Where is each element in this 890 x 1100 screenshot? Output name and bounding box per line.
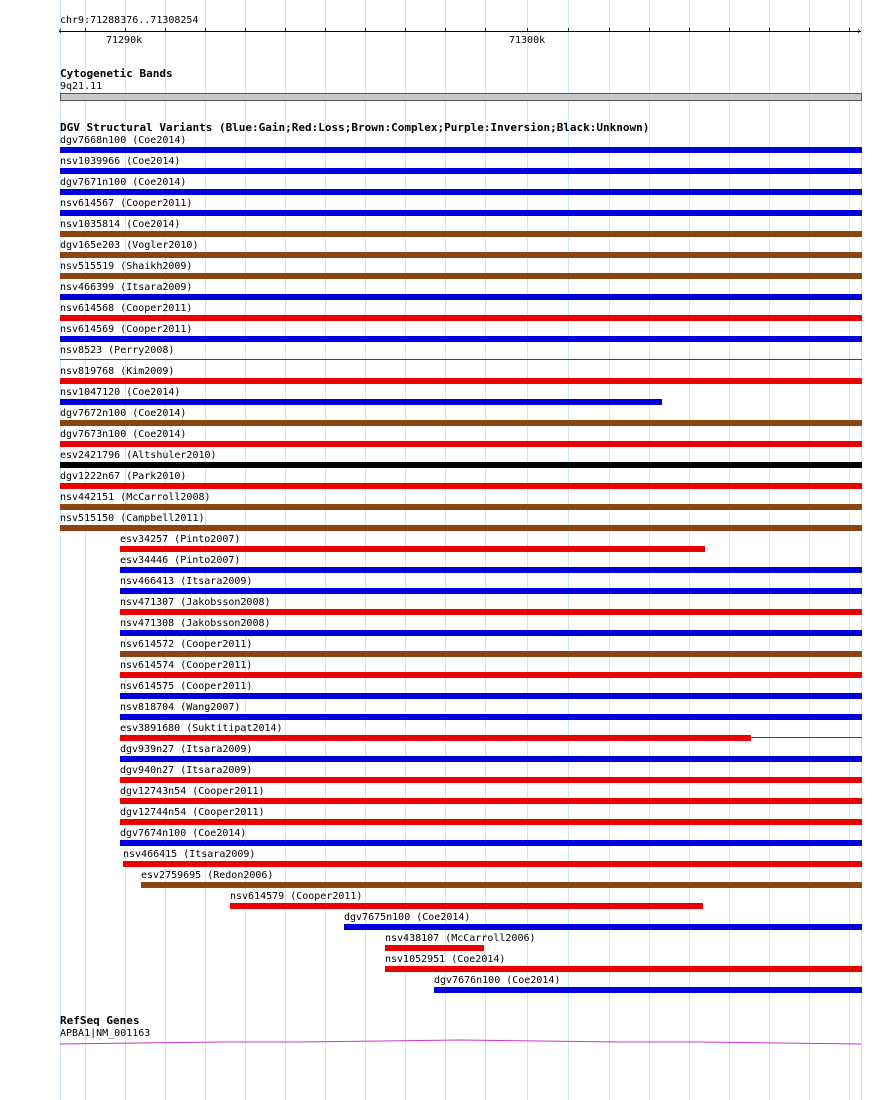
ruler-tick xyxy=(405,28,406,32)
ruler-tick-label: 71290k xyxy=(106,35,143,46)
variant-label[interactable]: nsv819768 (Kim2009) xyxy=(60,366,175,377)
variant-bar[interactable] xyxy=(60,273,862,279)
variant-label[interactable]: dgv7673n100 (Coe2014) xyxy=(60,429,187,440)
ruler-tick xyxy=(325,28,326,32)
variant-label[interactable]: dgv12743n54 (Cooper2011) xyxy=(120,786,265,797)
variant-label[interactable]: dgv7676n100 (Coe2014) xyxy=(434,975,561,986)
variant-bar[interactable] xyxy=(60,168,862,174)
variant-bar[interactable] xyxy=(60,399,662,405)
variant-bar[interactable] xyxy=(230,903,703,909)
ruler-tick xyxy=(285,28,286,32)
grid-line xyxy=(849,0,850,1100)
variant-label[interactable]: dgv7668n100 (Coe2014) xyxy=(60,135,187,146)
variant-bar[interactable] xyxy=(123,861,862,867)
grid-line xyxy=(769,0,770,1100)
variant-label[interactable]: nsv614574 (Cooper2011) xyxy=(120,660,253,671)
variant-bar[interactable] xyxy=(60,420,862,426)
variant-bar[interactable] xyxy=(60,462,862,468)
variant-label[interactable]: nsv8523 (Perry2008) xyxy=(60,345,175,356)
grid-line xyxy=(861,0,862,1100)
variant-label[interactable]: esv3891680 (Suktitipat2014) xyxy=(120,723,283,734)
variant-label[interactable]: dgv7674n100 (Coe2014) xyxy=(120,828,247,839)
variant-bar[interactable] xyxy=(385,966,862,972)
ruler-tick xyxy=(849,28,850,32)
variant-bar[interactable] xyxy=(120,735,751,741)
variant-label[interactable]: nsv818704 (Wang2007) xyxy=(120,702,241,713)
ruler-tick xyxy=(729,28,730,32)
ruler-arrow-left-icon: ‹ xyxy=(57,26,64,37)
variant-bar[interactable] xyxy=(60,441,862,447)
ruler-tick xyxy=(245,28,246,32)
variant-label[interactable]: nsv614567 (Cooper2011) xyxy=(60,198,193,209)
variant-label[interactable]: nsv442151 (McCarroll2008) xyxy=(60,492,211,503)
ruler-tick xyxy=(85,28,86,32)
variant-bar[interactable] xyxy=(120,693,862,699)
variant-bar[interactable] xyxy=(60,315,862,321)
variant-label[interactable]: dgv940n27 (Itsara2009) xyxy=(120,765,253,776)
variant-bar[interactable] xyxy=(120,588,862,594)
grid-line xyxy=(809,0,810,1100)
variant-bar[interactable] xyxy=(60,359,862,360)
ruler-tick xyxy=(568,28,569,32)
variant-label[interactable]: nsv438107 (McCarroll2006) xyxy=(385,933,536,944)
variant-bar[interactable] xyxy=(120,798,862,804)
variant-label[interactable]: nsv1052951 (Coe2014) xyxy=(385,954,506,965)
variant-label[interactable]: esv34257 (Pinto2007) xyxy=(120,534,241,545)
variant-label[interactable]: dgv7672n100 (Coe2014) xyxy=(60,408,187,419)
variant-bar[interactable] xyxy=(120,651,862,657)
ruler-tick xyxy=(527,28,528,32)
variant-label[interactable]: nsv515150 (Campbell2011) xyxy=(60,513,205,524)
variant-label[interactable]: dgv12744n54 (Cooper2011) xyxy=(120,807,265,818)
ruler-tick xyxy=(769,28,770,32)
variant-label[interactable]: nsv466413 (Itsara2009) xyxy=(120,576,253,587)
dgv-track-title: DGV Structural Variants (Blue:Gain;Red:Loss;Brown:Complex;Purple:Inversion;Black:Unknown) xyxy=(60,121,650,134)
ruler-tick xyxy=(689,28,690,32)
variant-label[interactable]: nsv614568 (Cooper2011) xyxy=(60,303,193,314)
variant-bar[interactable] xyxy=(60,210,862,216)
variant-label[interactable]: dgv1222n67 (Park2010) xyxy=(60,471,187,482)
refseq-track-title: RefSeq Genes xyxy=(60,1014,140,1027)
variant-label[interactable]: nsv614569 (Cooper2011) xyxy=(60,324,193,335)
refseq-gene-line[interactable] xyxy=(60,1038,862,1048)
variant-label[interactable]: nsv1047120 (Coe2014) xyxy=(60,387,181,398)
variant-bar-tail[interactable] xyxy=(751,737,862,738)
cytoband-track-title: Cytogenetic Bands xyxy=(60,67,173,80)
ruler-tick-label: 71300k xyxy=(509,35,546,46)
refseq-gene-label: APBA1|NM_001163 xyxy=(60,1028,151,1039)
variant-bar[interactable] xyxy=(344,924,862,930)
variant-label[interactable]: nsv466399 (Itsara2009) xyxy=(60,282,193,293)
variant-label[interactable]: esv2759695 (Redon2006) xyxy=(141,870,274,881)
ruler-tick xyxy=(445,28,446,32)
variant-bar[interactable] xyxy=(434,987,862,993)
ruler-tick xyxy=(125,28,126,32)
variant-label[interactable]: nsv471307 (Jakobsson2008) xyxy=(120,597,271,608)
variant-label[interactable]: nsv614579 (Cooper2011) xyxy=(230,891,363,902)
variant-label[interactable]: esv34446 (Pinto2007) xyxy=(120,555,241,566)
variant-bar[interactable] xyxy=(60,189,862,195)
ruler-tick xyxy=(809,28,810,32)
variant-bar[interactable] xyxy=(60,147,862,153)
variant-label[interactable]: nsv515519 (Shaikh2009) xyxy=(60,261,193,272)
variant-label[interactable]: dgv7671n100 (Coe2014) xyxy=(60,177,187,188)
variant-bar[interactable] xyxy=(120,819,862,825)
variant-label[interactable]: nsv614572 (Cooper2011) xyxy=(120,639,253,650)
ruler-tick xyxy=(485,28,486,32)
variant-bar[interactable] xyxy=(120,672,862,678)
variant-bar[interactable] xyxy=(141,882,862,888)
variant-bar[interactable] xyxy=(60,378,862,384)
ruler-tick xyxy=(165,28,166,32)
variant-label[interactable]: dgv7675n100 (Coe2014) xyxy=(344,912,471,923)
variant-label[interactable]: dgv165e203 (Vogler2010) xyxy=(60,240,199,251)
variant-label[interactable]: nsv471308 (Jakobsson2008) xyxy=(120,618,271,629)
grid-line xyxy=(729,0,730,1100)
variant-bar[interactable] xyxy=(60,231,862,237)
variant-bar[interactable] xyxy=(120,840,862,846)
variant-bar[interactable] xyxy=(60,294,862,300)
ruler-tick xyxy=(609,28,610,32)
variant-label[interactable]: nsv1039966 (Coe2014) xyxy=(60,156,181,167)
variant-label[interactable]: esv2421796 (Altshuler2010) xyxy=(60,450,217,461)
variant-label[interactable]: nsv466415 (Itsara2009) xyxy=(123,849,256,860)
cytoband-label: 9q21.11 xyxy=(60,81,103,92)
ruler-tick xyxy=(205,28,206,32)
variant-bar[interactable] xyxy=(120,630,862,636)
variant-label[interactable]: nsv614575 (Cooper2011) xyxy=(120,681,253,692)
variant-bar[interactable] xyxy=(60,336,862,342)
ruler-arrow-right-icon: › xyxy=(856,26,863,37)
variant-bar[interactable] xyxy=(60,525,862,531)
ruler-tick xyxy=(365,28,366,32)
variant-bar[interactable] xyxy=(120,714,862,720)
variant-bar[interactable] xyxy=(120,609,862,615)
variant-bar[interactable] xyxy=(60,504,862,510)
variant-bar[interactable] xyxy=(60,483,862,489)
variant-label[interactable]: dgv939n27 (Itsara2009) xyxy=(120,744,253,755)
variant-bar[interactable] xyxy=(60,252,862,258)
variant-bar[interactable] xyxy=(120,567,862,573)
variant-bar[interactable] xyxy=(120,756,862,762)
variant-bar[interactable] xyxy=(120,546,705,552)
variant-bar[interactable] xyxy=(120,777,862,783)
ruler-tick xyxy=(649,28,650,32)
ruler-axis xyxy=(60,31,861,32)
cytoband-bar[interactable] xyxy=(60,93,862,101)
variant-label[interactable]: nsv1035814 (Coe2014) xyxy=(60,219,181,230)
variant-bar[interactable] xyxy=(385,945,484,951)
ruler-range-label: chr9:71288376..71308254 xyxy=(60,15,199,26)
